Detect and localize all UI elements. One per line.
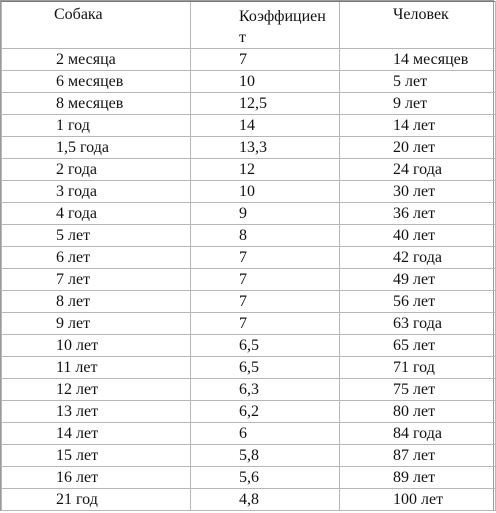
cell-coefficient: 7: [191, 269, 340, 291]
cell-human-age: 14 месяцев: [340, 49, 496, 71]
cell-coefficient: 8: [191, 225, 340, 247]
header-coefficient-label: Коэффициент: [239, 8, 326, 46]
table-row: [2, 137, 496, 159]
cell-coefficient: 7: [191, 49, 340, 71]
header-row: [2, 2, 496, 49]
cell-coefficient: 5,8: [191, 445, 340, 467]
cell-coefficient: 6,2: [191, 401, 340, 423]
cell-dog-age: 2 месяца: [2, 49, 191, 71]
table-row: [2, 313, 496, 335]
cell-human-age: 100 лет: [340, 489, 496, 511]
cell-human-age: 14 лет: [340, 115, 496, 137]
cell-dog-age: 14 лет: [2, 423, 191, 445]
cell-dog-age: 12 лет: [2, 379, 191, 401]
cell-coefficient: 9: [191, 203, 340, 225]
cell-human-age: 80 лет: [340, 401, 496, 423]
cell-coefficient: 12,5: [191, 93, 340, 115]
cell-coefficient: 13,3: [191, 137, 340, 159]
table-row: [2, 203, 496, 225]
cell-coefficient: 10: [191, 181, 340, 203]
cell-human-age: 75 лет: [340, 379, 496, 401]
header-human: Человек: [340, 2, 496, 49]
table-row: [2, 115, 496, 137]
dog-human-age-table: [1, 1, 496, 511]
cell-human-age: 63 года: [340, 313, 496, 335]
table-row: [2, 489, 496, 511]
cell-human-age: 20 лет: [340, 137, 496, 159]
cell-human-age: 42 года: [340, 247, 496, 269]
cell-dog-age: 8 месяцев: [2, 93, 191, 115]
cell-dog-age: 16 лет: [2, 467, 191, 489]
table-row: [2, 467, 496, 489]
table-row: [2, 49, 496, 71]
cell-coefficient: 5,6: [191, 467, 340, 489]
cell-dog-age: 2 года: [2, 159, 191, 181]
cell-human-age: 84 года: [340, 423, 496, 445]
cell-dog-age: 5 лет: [2, 225, 191, 247]
table-row: [2, 159, 496, 181]
cell-dog-age: 21 год: [2, 489, 191, 511]
cell-human-age: 24 года: [340, 159, 496, 181]
table-row: [2, 181, 496, 203]
table-row: [2, 269, 496, 291]
table-row: [2, 71, 496, 93]
cell-coefficient: 7: [191, 247, 340, 269]
cell-dog-age: 4 года: [2, 203, 191, 225]
cell-coefficient: 6,5: [191, 357, 340, 379]
cell-human-age: 89 лет: [340, 467, 496, 489]
table-row: [2, 247, 496, 269]
table-row: [2, 379, 496, 401]
table-row: [2, 225, 496, 247]
cell-human-age: 65 лет: [340, 335, 496, 357]
cell-dog-age: 13 лет: [2, 401, 191, 423]
cell-coefficient: 6,5: [191, 335, 340, 357]
cell-dog-age: 7 лет: [2, 269, 191, 291]
cell-coefficient: 7: [191, 291, 340, 313]
table-row: [2, 401, 496, 423]
table-body: [2, 49, 496, 511]
cell-dog-age: 6 лет: [2, 247, 191, 269]
cell-coefficient: 10: [191, 71, 340, 93]
top-border: [1, 1, 495, 2]
table-row: [2, 335, 496, 357]
cell-coefficient: 12: [191, 159, 340, 181]
cell-human-age: 30 лет: [340, 181, 496, 203]
table-row: [2, 291, 496, 313]
cell-coefficient: 6: [191, 423, 340, 445]
header-dog: Собака: [2, 2, 191, 49]
cell-coefficient: 14: [191, 115, 340, 137]
cell-dog-age: 15 лет: [2, 445, 191, 467]
table-row: [2, 357, 496, 379]
cell-coefficient: 6,3: [191, 379, 340, 401]
cell-dog-age: 11 лет: [2, 357, 191, 379]
cell-human-age: 87 лет: [340, 445, 496, 467]
cell-human-age: 5 лет: [340, 71, 496, 93]
table-row: [2, 423, 496, 445]
cell-human-age: 71 год: [340, 357, 496, 379]
cell-dog-age: 6 месяцев: [2, 71, 191, 93]
cell-human-age: 49 лет: [340, 269, 496, 291]
cell-dog-age: 1,5 года: [2, 137, 191, 159]
table-header: [2, 2, 496, 49]
cell-dog-age: 8 лет: [2, 291, 191, 313]
cell-coefficient: 4,8: [191, 489, 340, 511]
cell-dog-age: 1 год: [2, 115, 191, 137]
cell-dog-age: 3 года: [2, 181, 191, 203]
cell-coefficient: 7: [191, 313, 340, 335]
header-coefficient: [191, 2, 340, 49]
cell-human-age: 9 лет: [340, 93, 496, 115]
cell-dog-age: 10 лет: [2, 335, 191, 357]
cell-human-age: 36 лет: [340, 203, 496, 225]
cell-human-age: 40 лет: [340, 225, 496, 247]
cell-human-age: 56 лет: [340, 291, 496, 313]
table-row: [2, 445, 496, 467]
cell-dog-age: 9 лет: [2, 313, 191, 335]
table-row: [2, 93, 496, 115]
